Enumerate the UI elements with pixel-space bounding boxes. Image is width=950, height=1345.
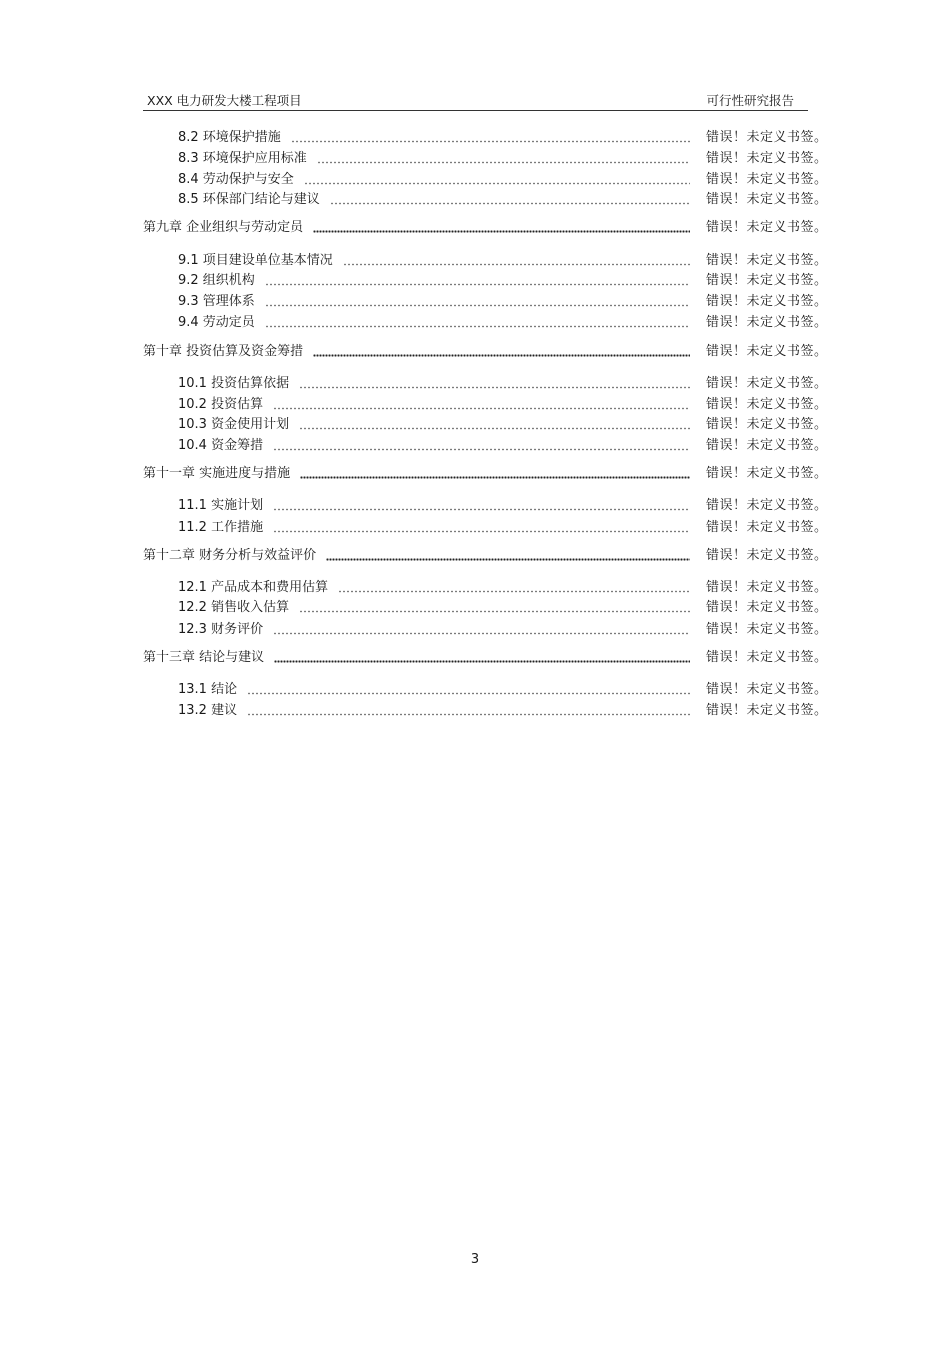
toc-page-ref: 错误！未定义书签。 (706, 650, 828, 665)
toc-dot-leader (299, 427, 690, 430)
toc-entry-label: 10.1 投资估算依据 (178, 376, 290, 391)
toc-page-ref: 错误！未定义书签。 (706, 548, 828, 563)
toc-section-entry[interactable] (178, 599, 828, 617)
toc-chapter-entry[interactable] (143, 649, 828, 667)
toc-entry-label: 10.3 资金使用计划 (178, 417, 290, 432)
toc-entry-label: 8.4 劳动保护与安全 (178, 172, 294, 187)
toc-entry-label: 13.1 结论 (178, 682, 238, 697)
toc-entry-label: 第十章 投资估算及资金筹措 (143, 344, 304, 359)
toc-section-entry[interactable] (178, 416, 828, 434)
toc-page-ref: 错误！未定义书签。 (706, 580, 828, 595)
toc-dot-leader (273, 407, 690, 410)
toc-dot-leader (338, 590, 690, 593)
toc-entry-label: 11.1 实施计划 (178, 498, 264, 513)
toc-entry-label: 9.2 组织机构 (178, 273, 255, 288)
toc-dot-leader (273, 632, 690, 635)
toc-page-ref: 错误！未定义书签。 (706, 273, 828, 288)
toc-entry-label: 12.2 销售收入估算 (178, 600, 290, 615)
toc-dot-leader (326, 558, 690, 561)
toc-section-entry[interactable] (178, 681, 828, 699)
toc-section-entry[interactable] (178, 579, 828, 597)
toc-dot-leader (304, 182, 690, 185)
toc-page-ref: 错误！未定义书签。 (706, 192, 828, 207)
header-report-type: 可行性研究报告 (706, 93, 794, 108)
toc-entry-label: 第九章 企业组织与劳动定员 (143, 220, 304, 235)
toc-section-entry[interactable] (178, 519, 828, 537)
toc-entry-label: 11.2 工作措施 (178, 520, 264, 535)
toc-section-entry[interactable] (178, 150, 828, 168)
toc-section-entry[interactable] (178, 375, 828, 393)
toc-page-ref: 错误！未定义书签。 (706, 376, 828, 391)
toc-page-ref: 错误！未定义书签。 (706, 344, 828, 359)
page-number: 3 (470, 1252, 480, 1267)
toc-dot-leader (274, 660, 690, 663)
toc-page-ref: 错误！未定义书签。 (706, 498, 828, 513)
toc-dot-leader (313, 230, 690, 233)
toc-dot-leader (299, 610, 690, 613)
toc-dot-leader (265, 304, 690, 307)
toc-chapter-entry[interactable] (143, 465, 828, 483)
toc-entry-label: 9.1 项目建设单位基本情况 (178, 253, 333, 268)
toc-page-ref: 错误！未定义书签。 (706, 294, 828, 309)
toc-page-ref: 错误！未定义书签。 (706, 397, 828, 412)
toc-entry-label: 10.4 资金筹措 (178, 438, 264, 453)
toc-section-entry[interactable] (178, 191, 828, 209)
toc-entry-label: 10.2 投资估算 (178, 397, 264, 412)
toc-page-ref: 错误！未定义书签。 (706, 520, 828, 535)
toc-entry-label: 9.4 劳动定员 (178, 315, 255, 330)
toc-entry-label: 9.3 管理体系 (178, 294, 255, 309)
toc-page-ref: 错误！未定义书签。 (706, 703, 828, 718)
toc-entry-label: 8.3 环境保护应用标准 (178, 151, 307, 166)
toc-section-entry[interactable] (178, 252, 828, 270)
toc-dot-leader (247, 692, 690, 695)
toc-section-entry[interactable] (178, 171, 828, 189)
toc-page-ref: 错误！未定义书签。 (706, 682, 828, 697)
toc-dot-leader (273, 530, 690, 533)
toc-section-entry[interactable] (178, 293, 828, 311)
toc-page-ref: 错误！未定义书签。 (706, 600, 828, 615)
toc-section-entry[interactable] (178, 437, 828, 455)
toc-dot-leader (343, 263, 690, 266)
toc-page-ref: 错误！未定义书签。 (706, 253, 828, 268)
toc-chapter-entry[interactable] (143, 547, 828, 565)
toc-entry-label: 第十一章 实施进度与措施 (143, 466, 291, 481)
toc-page-ref: 错误！未定义书签。 (706, 151, 828, 166)
toc-entry-label: 8.5 环保部门结论与建议 (178, 192, 320, 207)
toc-entry-label: 第十二章 财务分析与效益评价 (143, 548, 317, 563)
toc-section-entry[interactable] (178, 272, 828, 290)
toc-dot-leader (265, 325, 690, 328)
toc-section-entry[interactable] (178, 129, 828, 147)
toc-entry-label: 13.2 建议 (178, 703, 238, 718)
toc-section-entry[interactable] (178, 314, 828, 332)
toc-dot-leader (247, 713, 690, 716)
toc-entry-label: 第十三章 结论与建议 (143, 650, 265, 665)
toc-entry-label: 8.2 环境保护措施 (178, 130, 281, 145)
toc-chapter-entry[interactable] (143, 343, 828, 361)
toc-section-entry[interactable] (178, 497, 828, 515)
toc-page-ref: 错误！未定义书签。 (706, 130, 828, 145)
toc-page-ref: 错误！未定义书签。 (706, 622, 828, 637)
toc-dot-leader (317, 161, 690, 164)
toc-dot-leader (330, 202, 690, 205)
toc-page-ref: 错误！未定义书签。 (706, 438, 828, 453)
toc-section-entry[interactable] (178, 702, 828, 720)
toc-page-ref: 错误！未定义书签。 (706, 466, 828, 481)
toc-chapter-entry[interactable] (143, 219, 828, 237)
toc-dot-leader (291, 140, 690, 143)
toc-page-ref: 错误！未定义书签。 (706, 220, 828, 235)
toc-section-entry[interactable] (178, 396, 828, 414)
toc-dot-leader (299, 386, 690, 389)
toc-dot-leader (313, 354, 690, 357)
toc-dot-leader (273, 448, 690, 451)
toc-entry-label: 12.3 财务评价 (178, 622, 264, 637)
toc-page-ref: 错误！未定义书签。 (706, 172, 828, 187)
toc-section-entry[interactable] (178, 621, 828, 639)
page-header (143, 90, 808, 111)
toc-dot-leader (300, 476, 690, 479)
toc-page-ref: 错误！未定义书签。 (706, 417, 828, 432)
header-project-title: XXX 电力研发大楼工程项目 (147, 93, 302, 108)
toc-entry-label: 12.1 产品成本和费用估算 (178, 580, 329, 595)
toc-dot-leader (265, 283, 690, 286)
toc-page-ref: 错误！未定义书签。 (706, 315, 828, 330)
toc-dot-leader (273, 508, 690, 511)
